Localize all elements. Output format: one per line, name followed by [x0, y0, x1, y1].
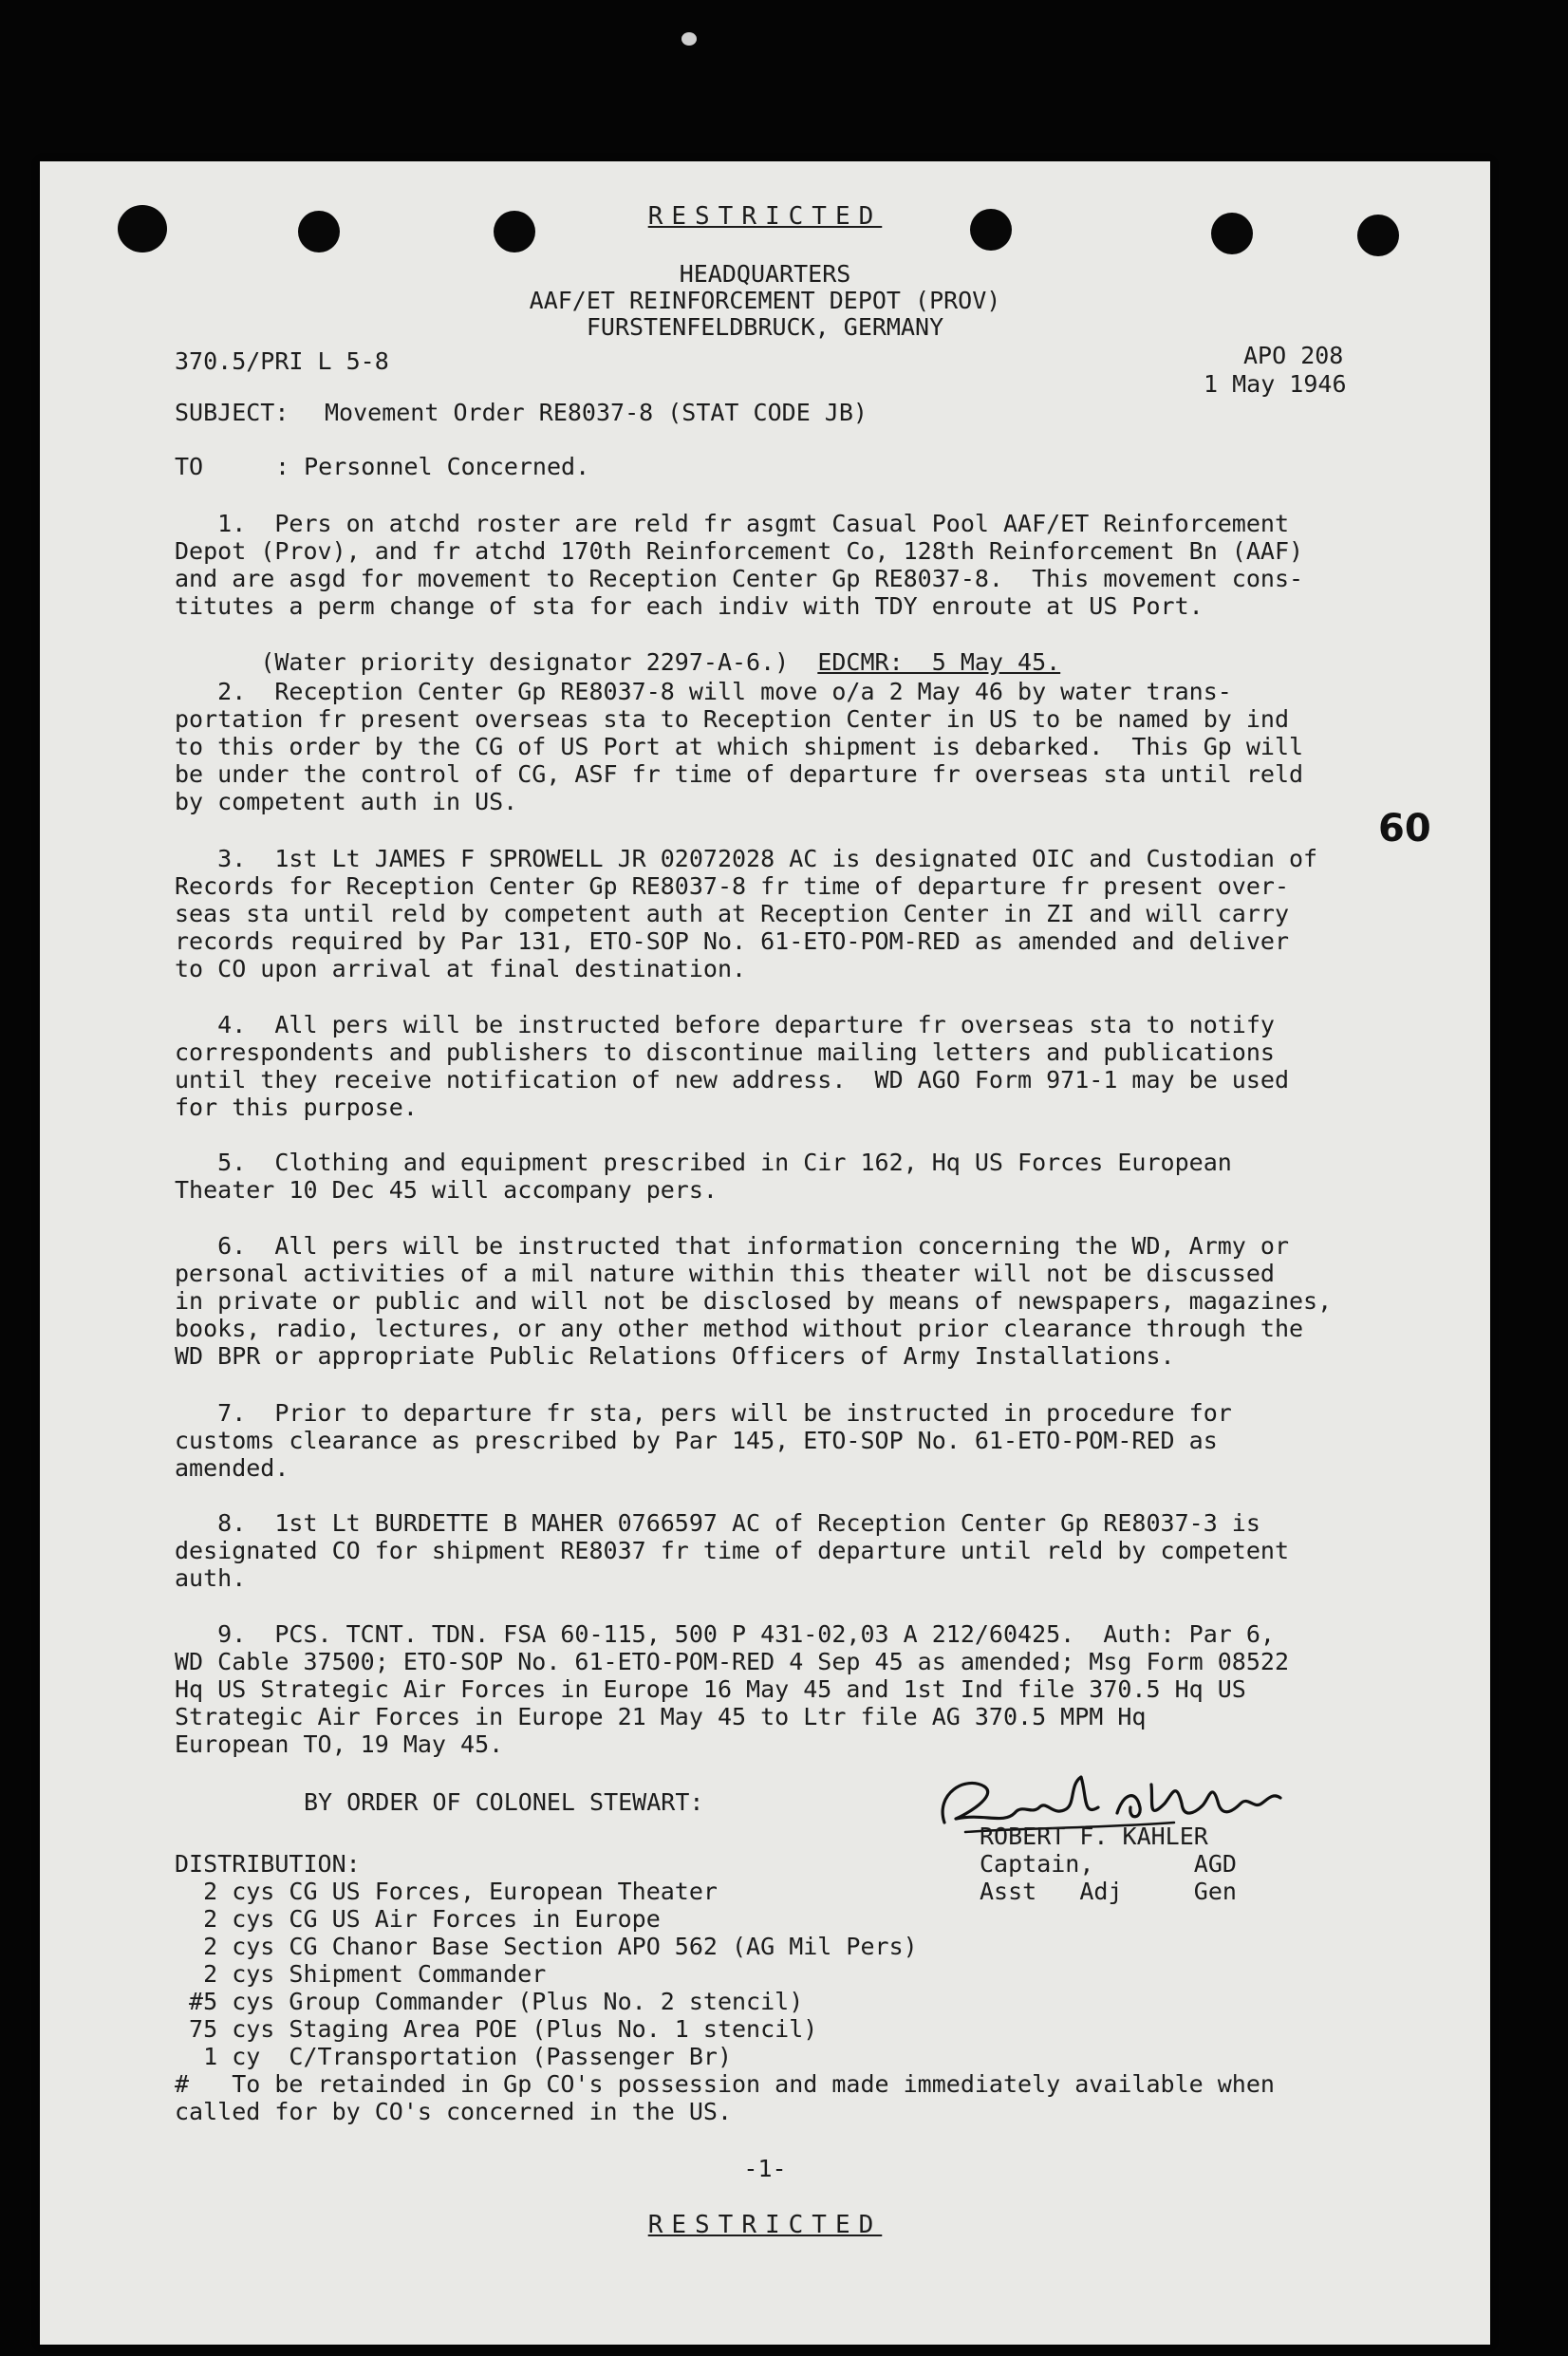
distribution-footnote-1: # To be retainded in Gp CO's possession and made immediately available when	[175, 2070, 1275, 2098]
paragraph-line: records required by Par 131, ETO-SOP No. 61-ETO-POM-RED as amended and deliver	[175, 927, 1289, 955]
classification-top: RESTRICTED	[647, 202, 883, 231]
paragraph-line: correspondents and publishers to discontinue mailing letters and publications	[175, 1038, 1275, 1066]
signer-title-1: Captain, AGD	[980, 1850, 1237, 1878]
water-priority: (Water priority designator 2297-A-6.)	[260, 647, 818, 676]
org-line-3: FURSTENFELDBRUCK, GERMANY	[586, 313, 944, 341]
to-text: : Personnel Concerned.	[275, 453, 590, 480]
paragraph-line: WD BPR or appropriate Public Relations Officers of Army Installations.	[175, 1342, 1175, 1370]
paragraph-line: 4. All pers will be instructed before departure fr overseas sta to notify	[175, 1011, 1275, 1038]
paragraph-line: amended.	[175, 1454, 289, 1482]
paragraph-line: customs clearance as prescribed by Par 145, ETO-SOP No. 61-ETO-POM-RED as	[175, 1427, 1218, 1454]
paragraph-line: 6. All pers will be instructed that information concerning the WD, Army or	[175, 1232, 1289, 1260]
document-page	[40, 161, 1490, 2345]
distribution-label: DISTRIBUTION:	[175, 1850, 361, 1878]
paragraph-line: until they receive notification of new address. WD AGO Form 971-1 may be used	[175, 1066, 1289, 1094]
paragraph-line: Theater 10 Dec 45 will accompany pers.	[175, 1176, 718, 1204]
paragraph-line: in private or public and will not be disclosed by means of newspapers, magazines,	[175, 1287, 1333, 1315]
paragraph-line: 8. 1st Lt BURDETTE B MAHER 0766597 AC of Reception Center Gp RE8037-3 is	[175, 1509, 1260, 1537]
to-label: TO	[175, 453, 204, 480]
paragraph-line: titutes a perm change of sta for each indiv with TDY enroute at US Port.	[175, 592, 1204, 620]
paragraph-line: 5. Clothing and equipment prescribed in Cir 162, Hq US Forces European	[175, 1149, 1232, 1176]
film-mark	[681, 32, 697, 46]
paragraph-line: Records for Reception Center Gp RE8037-8 fr time of departure fr present over-	[175, 872, 1289, 900]
paragraph-line: portation fr present overseas sta to Reception Center in US to be named by ind	[175, 705, 1289, 733]
by-order-line: BY ORDER OF COLONEL STEWART:	[304, 1788, 704, 1816]
apo-number: APO 208	[1243, 342, 1344, 369]
subject-label: SUBJECT:	[175, 399, 289, 426]
distribution-item: 2 cys CG Chanor Base Section APO 562 (AG Mil Pers)	[175, 1933, 918, 1960]
org-line-1: HEADQUARTERS	[679, 260, 851, 288]
paragraph-line: WD Cable 37500; ETO-SOP No. 61-ETO-POM-RED 4 Sep 45 as amended; Msg Form 08522	[175, 1648, 1289, 1675]
distribution-item: 75 cys Staging Area POE (Plus No. 1 stencil)	[175, 2015, 818, 2043]
paragraph-line: 2. Reception Center Gp RE8037-8 will move o/a 2 May 46 by water trans-	[175, 678, 1232, 705]
paragraph-line: books, radio, lectures, or any other method without prior clearance through the	[175, 1315, 1304, 1342]
distribution-item: 1 cy C/Transportation (Passenger Br)	[175, 2043, 732, 2070]
paragraph-line: 7. Prior to departure fr sta, pers will be instructed in procedure for	[175, 1399, 1232, 1427]
paragraph-line: to this order by the CG of US Port at which shipment is debarked. This Gp will	[175, 733, 1304, 760]
edcmr-date: EDCMR: 5 May 45.	[817, 647, 1061, 676]
distribution-item: 2 cys CG US Air Forces in Europe	[175, 1905, 661, 1933]
paragraph-line: for this purpose.	[175, 1094, 418, 1121]
paragraph-line: to CO upon arrival at final destination.	[175, 955, 747, 982]
document-date: 1 May 1946	[1204, 370, 1347, 398]
distribution-footnote-2: called for by CO's concerned in the US.	[175, 2098, 732, 2125]
paragraph-line: Hq US Strategic Air Forces in Europe 16 May 45 and 1st Ind file 370.5 Hq US	[175, 1675, 1246, 1703]
signer-name: ROBERT F. KAHLER	[980, 1823, 1208, 1850]
paragraph-line: designated CO for shipment RE8037 fr time of departure until reld by competent	[175, 1537, 1289, 1564]
paragraph-line: personal activities of a mil nature within this theater will not be discussed	[175, 1260, 1275, 1287]
paragraph-line: 3. 1st Lt JAMES F SPROWELL JR 02072028 AC is designated OIC and Custodian of	[175, 845, 1318, 872]
paragraph-line: and are asgd for movement to Reception Center Gp RE8037-8. This movement cons-	[175, 565, 1304, 592]
paragraph-line: Depot (Prov), and fr atchd 170th Reinforcement Co, 128th Reinforcement Bn (AAF)	[175, 537, 1304, 565]
paragraph-line: Strategic Air Forces in Europe 21 May 45 to Ltr file AG 370.5 MPM Hq	[175, 1703, 1147, 1730]
distribution-item: 2 cys Shipment Commander	[175, 1960, 547, 1988]
distribution-item: #5 cys Group Commander (Plus No. 2 stencil)	[175, 1988, 804, 2015]
paragraph-line: 9. PCS. TCNT. TDN. FSA 60-115, 500 P 431-02,03 A 212/60425. Auth: Par 6,	[175, 1620, 1275, 1648]
paragraph-line: be under the control of CG, ASF fr time of departure fr overseas sta until reld	[175, 760, 1304, 788]
subject-text: Movement Order RE8037-8 (STAT CODE JB)	[325, 399, 868, 426]
classification-bottom: RESTRICTED	[647, 2211, 883, 2239]
paragraph-line: by competent auth in US.	[175, 788, 518, 815]
signer-title-2: Asst Adj Gen	[980, 1878, 1237, 1905]
paragraph-line: seas sta until reld by competent auth at Reception Center in ZI and will carry	[175, 900, 1289, 927]
distribution-item: 2 cys CG US Forces, European Theater	[175, 1878, 718, 1905]
file-reference: 370.5/PRI L 5-8	[175, 347, 389, 375]
page-number: -1-	[743, 2155, 787, 2182]
paragraph-line: European TO, 19 May 45.	[175, 1730, 504, 1758]
paragraph-line: 1. Pers on atchd roster are reld fr asgmt Casual Pool AAF/ET Reinforcement	[175, 510, 1289, 537]
paragraph-line: auth.	[175, 1564, 247, 1592]
margin-page-number: 60	[1378, 807, 1431, 851]
org-line-2: AAF/ET REINFORCEMENT DEPOT (PROV)	[529, 287, 1001, 314]
